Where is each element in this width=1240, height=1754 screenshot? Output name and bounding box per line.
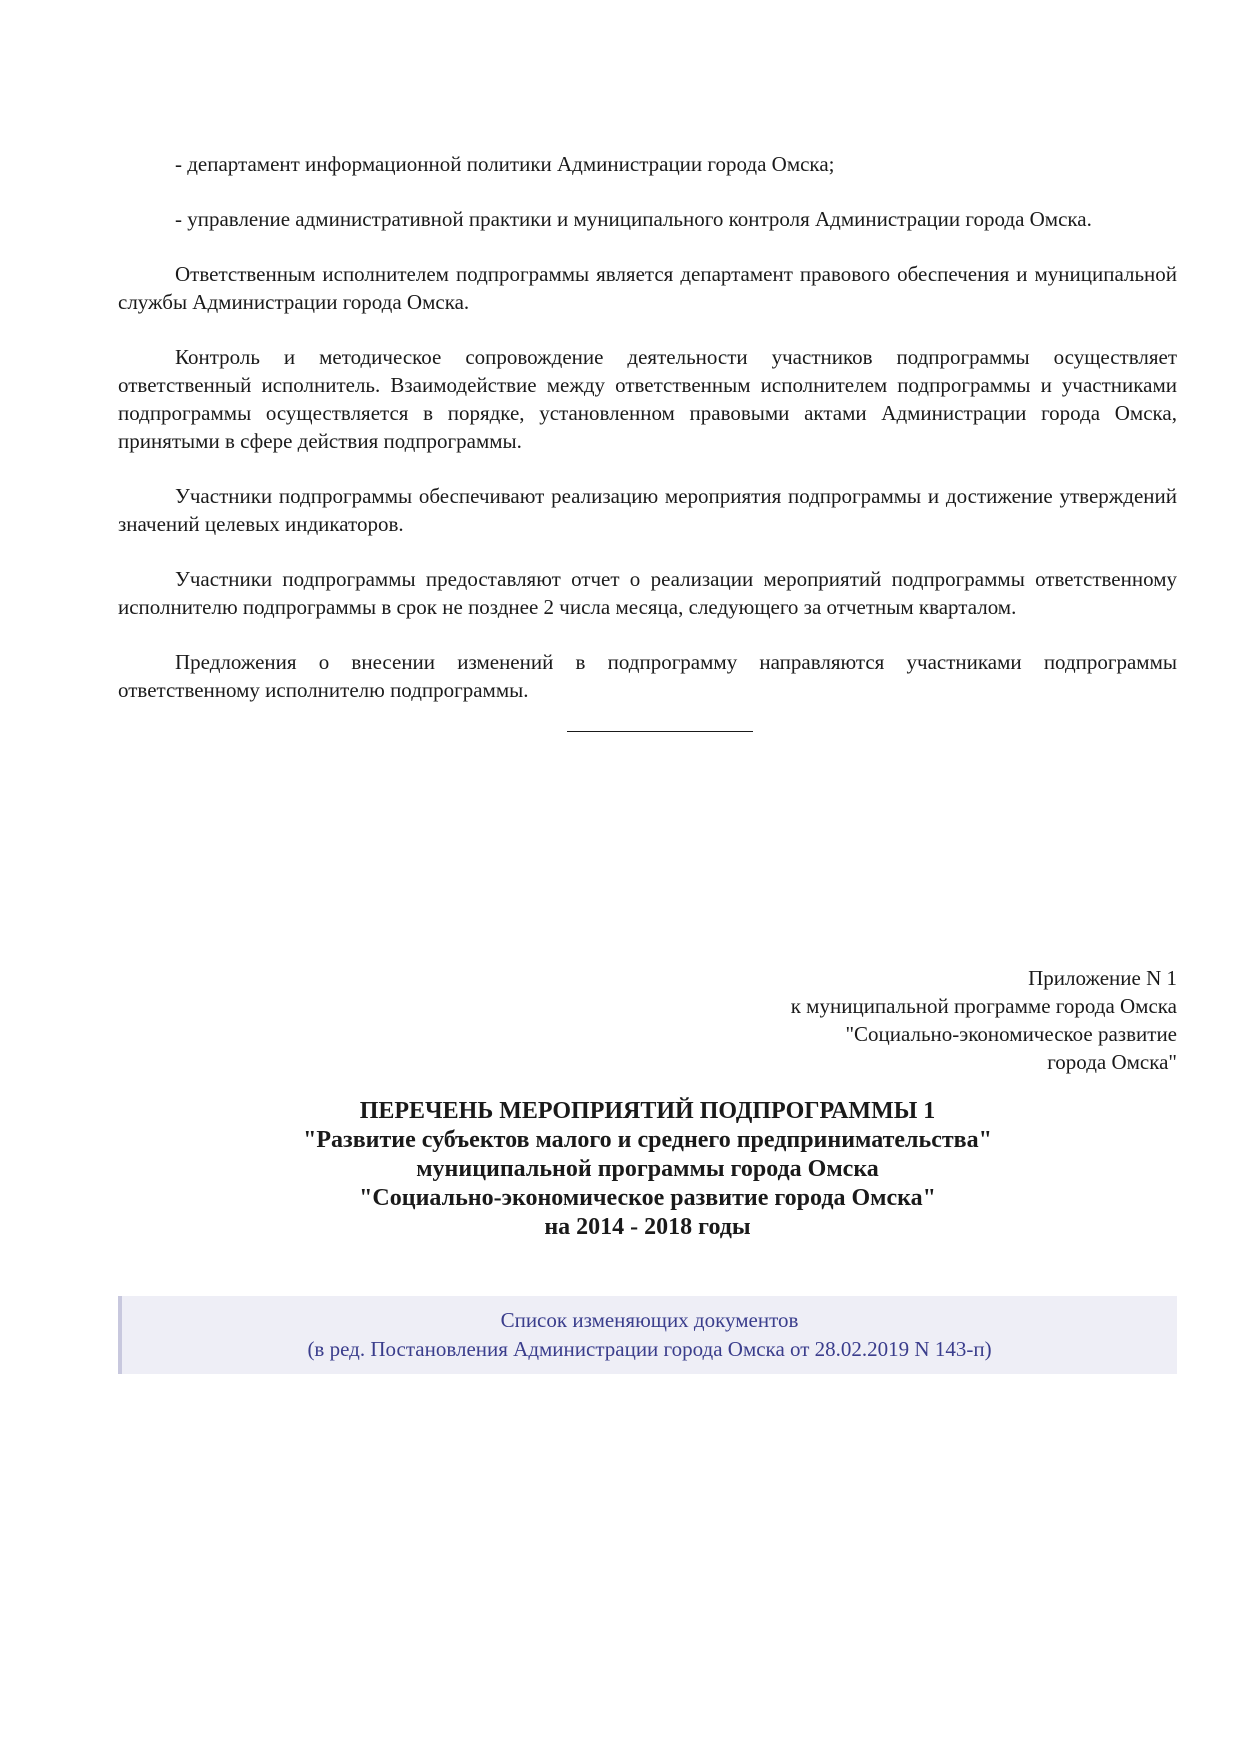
- document-title: [118, 1097, 1177, 1242]
- appendix-number: Приложение N 1: [1028, 966, 1177, 990]
- title-line-1: ПЕРЕЧЕНЬ МЕРОПРИЯТИЙ ПОДПРОГРАММЫ 1: [359, 1098, 936, 1124]
- appendix-program-name-2: города Омска": [1047, 1050, 1177, 1074]
- title-line-3: муниципальной программы города Омска: [416, 1156, 879, 1182]
- paragraph-admin-practice-dept: - управление административной практики и муниципального контроля Администрации города Омска.: [175, 207, 1092, 231]
- amending-documents-heading: Список изменяющих документов: [500, 1308, 799, 1332]
- paragraph-responsible-executor: Ответственным исполнителем подпрограммы является департамент правового обеспечения и муниципальной службы Администрации города Омска.: [118, 262, 1177, 314]
- appendix-program-ref: к муниципальной программе города Омска: [790, 994, 1177, 1018]
- paragraph-department-info-policy: - департамент информационной политики Администрации города Омска;: [175, 152, 835, 176]
- paragraph-change-proposals: Предложения о внесении изменений в подпрограмму направляются участниками подпрограммы ответственному исполнителю подпрограммы.: [118, 650, 1177, 702]
- amending-documents-box: [118, 1296, 1177, 1374]
- appendix-header: [791, 964, 1177, 1076]
- document-body: [118, 150, 1177, 732]
- paragraph-participants-report: Участники подпрограммы предоставляют отчет о реализации мероприятий подпрограммы ответственному исполнителю подпрограммы в срок не позднее 2 числа месяца, следующего за отчетным кварталом.: [118, 567, 1177, 619]
- appendix-program-name-1: "Социально-экономическое развитие: [845, 1022, 1177, 1046]
- amending-documents-reference[interactable]: (в ред. Постановления Администрации города Омска от 28.02.2019 N 143-п): [307, 1337, 992, 1361]
- paragraph-control-and-support: Контроль и методическое сопровождение деятельности участников подпрограммы осуществляет ответственный исполнитель. Взаимодействие между ответственным исполнителем подпрограммы и участниками подпрограммы осуществляется в порядке, установленном правовыми актами Администрации города Омска, принятыми в сфере действия подпрограммы.: [118, 345, 1177, 453]
- title-line-2: "Развитие субъектов малого и среднего предпринимательства": [303, 1127, 992, 1153]
- paragraph-participants-ensure: Участники подпрограммы обеспечивают реализацию мероприятия подпрограммы и достижение утверждений значений целевых индикаторов.: [118, 484, 1177, 536]
- title-line-4: "Социально-экономическое развитие города Омска": [359, 1185, 936, 1211]
- section-divider: [567, 731, 753, 732]
- title-line-5: на 2014 - 2018 годы: [544, 1214, 751, 1240]
